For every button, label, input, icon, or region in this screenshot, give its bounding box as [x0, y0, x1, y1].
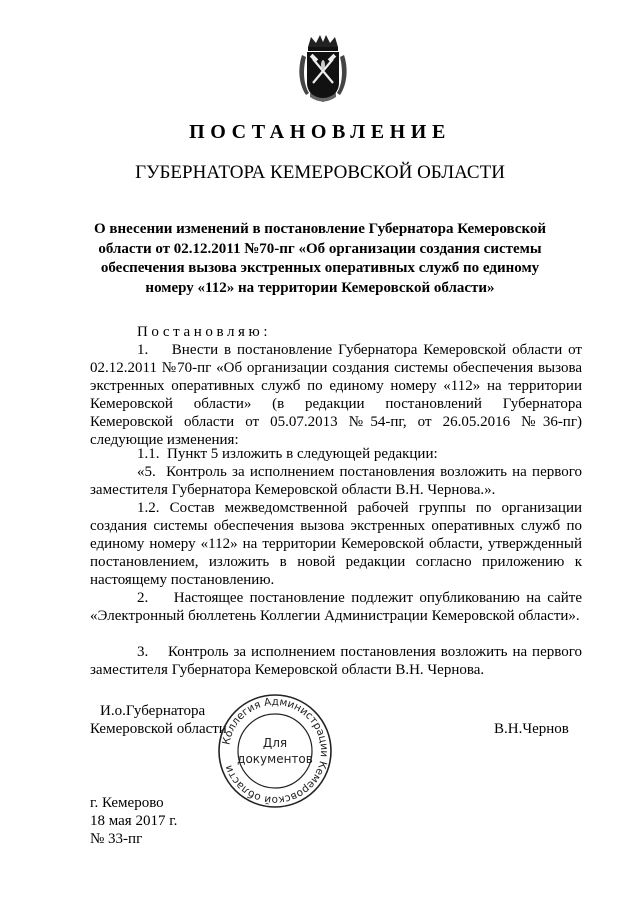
document-title: ПОСТАНОВЛЕНИЕ [189, 121, 451, 143]
paragraph-1-1-quote: «5. Контроль за исполнением постановления возложить на первого заместителя Губернатора Кемеровской области В.Н. Чернова.». [90, 464, 582, 498]
stamp-ring-text: Коллегия Администрации Кемеровской области [220, 695, 331, 807]
signatory-name: В.Н.Чернов [494, 721, 569, 737]
stamp-center-line2: документов [237, 752, 313, 766]
paragraph-1: 1. Внести в постановление Губернатора Кемеровской области от 02.12.2011 №70-пг «Об организации создания системы обеспечения вызова экстренных оперативных служб по единому номеру «112» на территории Кемеровской области» (в редакции постановлений Губернатора Кемеровской области от 05.07.2013 №54-пг, от 26.05.2016 №36-пг) следующие изменения: [90, 342, 582, 448]
coat-of-arms-emblem [296, 33, 350, 105]
paragraph-2: 2. Настоящее постановление подлежит опубликованию на сайте «Электронный бюллетень Коллегии Администрации Кемеровской области». [90, 590, 582, 624]
footer-date: 18 мая 2017 г. [90, 813, 178, 829]
document-subject: О внесении изменений в постановление Губернатора Кемеровской области от 02.12.2011 №70-пг «Об организации создания системы обеспечения вызова экстренных оперативных служб по единому номеру «112» на территории Кемеровской области» [93, 221, 547, 296]
signatory-position-line2: Кемеровской области [90, 721, 227, 737]
document-issuer: ГУБЕРНАТОРА КЕМЕРОВСКОЙ ОБЛАСТИ [135, 162, 505, 183]
footer-city: г. Кемерово [90, 795, 164, 811]
paragraph-1-1: 1.1. Пункт 5 изложить в следующей редакции: [137, 446, 438, 462]
signatory-position-line1: И.о.Губернатора [100, 703, 206, 719]
stamp-center-line1: Для [262, 736, 288, 750]
paragraph-1-2: 1.2. Состав межведомственной рабочей группы по организации создания системы обеспечения вызова экстренных оперативных служб по единому номеру «112» на территории Кемеровской области, утвержденный постановлением, изложить в новой редакции согласно приложению к настоящему постановлению. [90, 500, 582, 588]
footer-number: № 33-пг [90, 831, 143, 847]
preamble: Постановляю: [137, 324, 272, 340]
paragraph-3: 3. Контроль за исполнением постановления возложить на первого заместителя Губернатора Кемеровской области В.Н. Чернова. [90, 644, 582, 678]
official-stamp [216, 692, 334, 810]
svg-text:Коллегия Администрации Кемеров [220, 696, 330, 806]
